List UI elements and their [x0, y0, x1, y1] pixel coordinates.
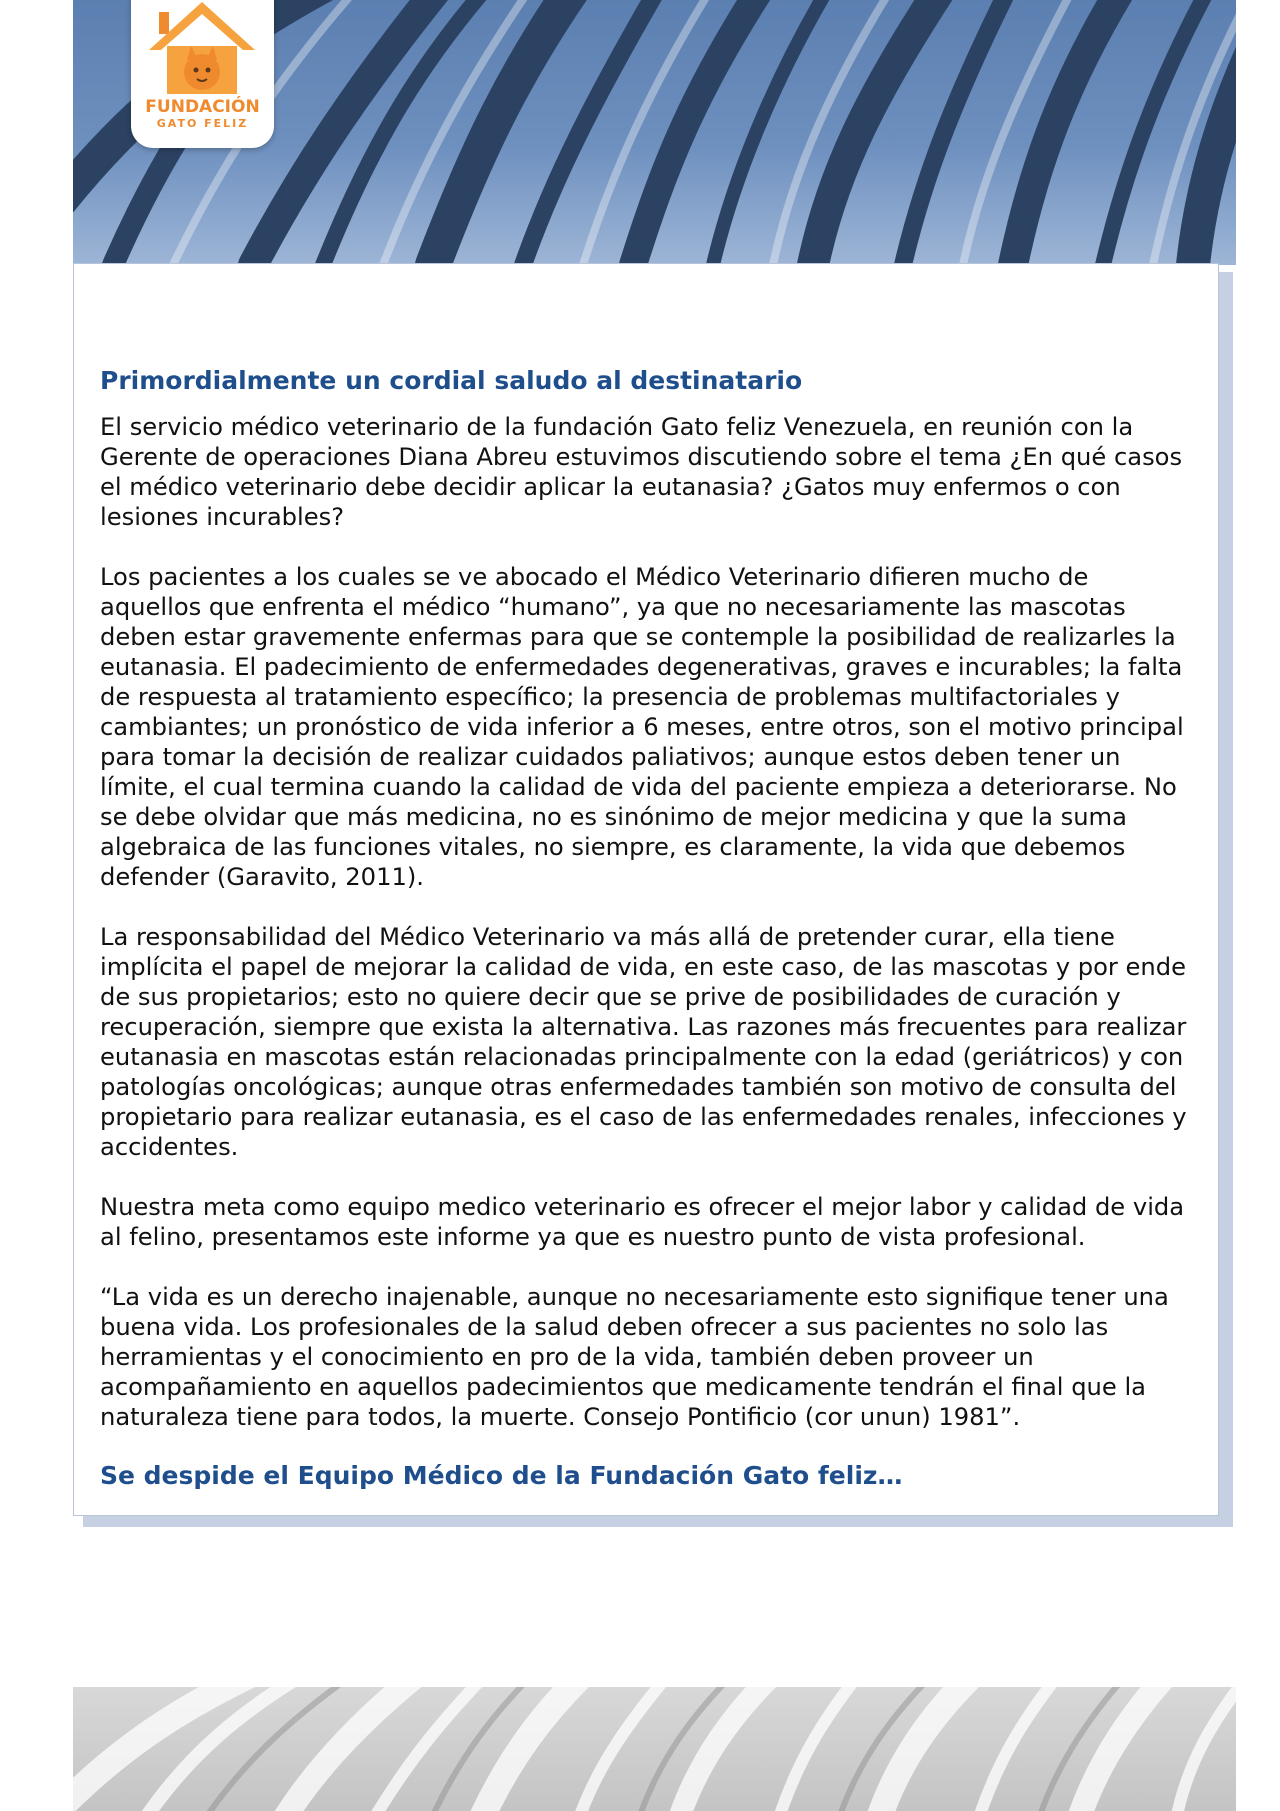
letter-content [100, 364, 1190, 1518]
house-cat-icon [131, 0, 274, 100]
foundation-logo[interactable] [131, 0, 274, 148]
paragraph: Los pacientes a los cuales se ve abocado el Médico Veterinario difieren mucho de aquellos que enfrenta el médico “humano”, ya que no necesariamente las mascotas deben estar gravemente enfermas para que se contemple la posibilidad de realizarles la eutanasia. El padecimiento de enfermedades degenerativas, graves e incurables; la falta de respuesta al tratamiento específico; la presencia de problemas multifactoriales y cambiantes; un pronóstico de vida inferior a 6 meses, entre otros, son el motivo principal para tomar la decisión de realizar cuidados paliativos; aunque estos deben tener un límite, el cual termina cuando la calidad de vida del paciente empieza a deteriorarse. No se debe olvidar que más medicina, no es sinónimo de mejor medicina y que la suma algebraica de las funciones vitales, no siempre, es claramente, la vida que debemos defender (Garavito, 2011). [100, 563, 1184, 891]
paragraph: El servicio médico veterinario de la fundación Gato feliz Venezuela, en reunión con la Gerente de operaciones Diana Abreu estuvimos discutiendo sobre el tema ¿En qué casos el médico veterinario debe decidir aplicar la eutanasia? ¿Gatos muy enfermos o con lesiones incurables? [100, 413, 1183, 531]
closing-signature: Se despide el Equipo Médico de la Fundación Gato feliz… [100, 1461, 903, 1490]
paragraph: La responsabilidad del Médico Veterinario va más allá de pretender curar, ella tiene implícita el papel de mejorar la calidad de vida, en este caso, de las mascotas y por ende de sus propietarios; esto no quiere decir que se prive de posibilidades de curación y recuperación, siempre que exista la alternativa. Las razones más frecuentes para realizar eutanasia en mascotas están relacionadas principalmente con la edad (geriátricos) y con patologías oncológicas; aunque otras enfermedades también son motivo de consulta del propietario para realizar eutanasia, es el caso de las enfermedades renales, infecciones y accidentes. [100, 923, 1187, 1161]
logo-title: FUNDACIÓN [145, 97, 260, 117]
letter-heading: Primordialmente un cordial saludo al destinatario [100, 366, 803, 395]
header-banner [73, 0, 1236, 265]
logo-subtitle: GATO FELIZ [156, 117, 249, 130]
paragraph: Nuestra meta como equipo medico veterinario es ofrecer el mejor labor y calidad de vida al felino, presentamos este informe ya que es nuestro punto de vista profesional. [100, 1193, 1185, 1251]
footer-banner [73, 1687, 1236, 1811]
quote-paragraph: “La vida es un derecho inajenable, aunque no necesariamente esto signifique tener una buena vida. Los profesionales de la salud deben ofrecer a sus pacientes no solo las herramientas y el conocimiento en pro de la vida, también deben proveer un acompañamiento en aquellos padecimientos que medicamente tendrán el final que la naturaleza tiene para todos, la muerte. Consejo Pontificio (cor unun) 1981”. [100, 1283, 1169, 1431]
footer-pattern [73, 1687, 1236, 1811]
